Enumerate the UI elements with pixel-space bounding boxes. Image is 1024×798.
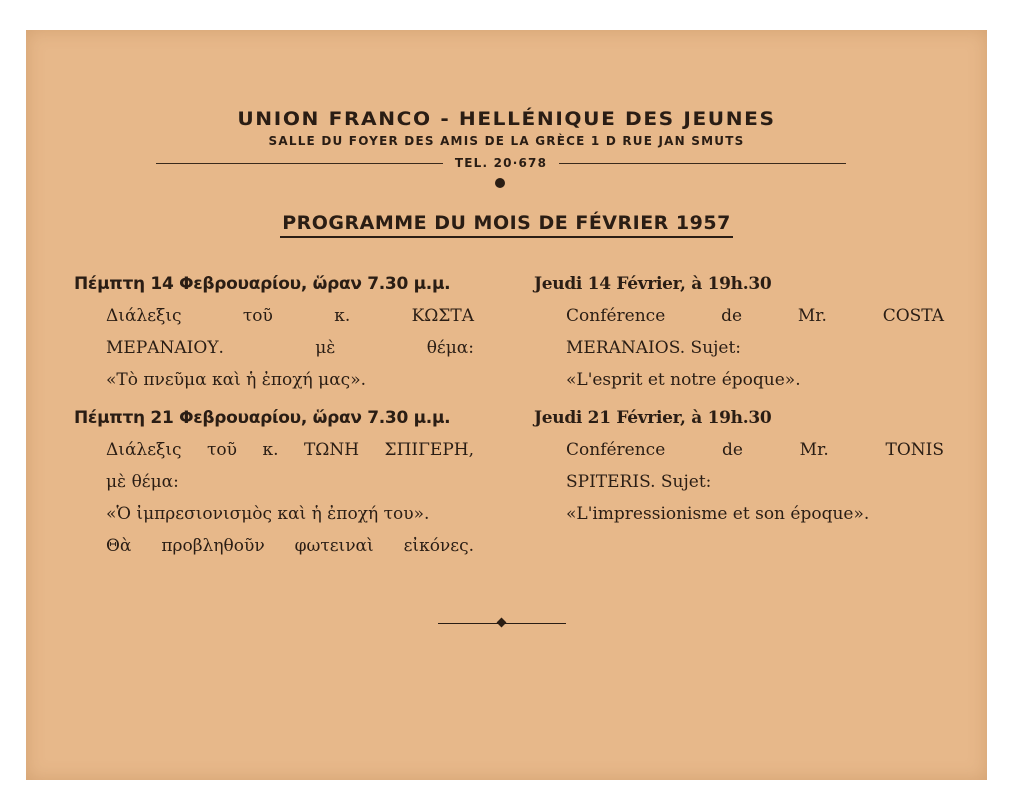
- header: [26, 108, 987, 149]
- greek-event: [74, 268, 474, 396]
- event-description: [534, 300, 944, 396]
- program-card: [26, 30, 987, 780]
- event-line: «L'impressionisme et son époque».: [566, 504, 870, 524]
- greek-column: [74, 268, 474, 568]
- event-date-time: Jeudi 14 Février, à 19h.30: [534, 274, 772, 294]
- event-line: Θὰ προβληθοῦν φωτειναὶ εἰκόνες.: [106, 536, 474, 556]
- event-line: MERANAIOS. Sujet:: [566, 338, 742, 358]
- event-description: [74, 434, 474, 562]
- closing-ornament: [497, 618, 507, 628]
- event-date-time: Πέμπτη 21 Φεβρουαρίου, ὥραν 7.30 μ.μ.: [74, 408, 451, 428]
- address-line: SALLE DU FOYER DES AMIS DE LA GRÈCE 1 D RUE JAN SMUTS: [268, 134, 745, 148]
- french-event: [534, 402, 944, 530]
- french-event: [534, 268, 944, 396]
- telephone: TEL. 20·678: [454, 156, 548, 170]
- ornament-dot: [495, 178, 505, 188]
- french-column: [534, 268, 944, 536]
- right-rule: [559, 163, 846, 164]
- telephone-row: [156, 154, 846, 172]
- organization-name: UNION FRANCO - HELLÉNIQUE DES JEUNES: [237, 108, 776, 130]
- event-line: «Τὸ πνεῦμα καὶ ἡ ἐποχή μας».: [106, 370, 366, 390]
- event-line: Conférence de Mr. TONIS: [566, 440, 944, 460]
- event-line: Διάλεξις τοῦ κ. ΚΩΣΤΑ: [106, 306, 474, 326]
- event-line: Conférence de Mr. COSTA: [566, 306, 944, 326]
- event-line: ΜΕΡΑΝΑΙΟΥ. μὲ θέμα:: [106, 338, 474, 358]
- program-title: PROGRAMME DU MOIS DE FÉVRIER 1957: [280, 212, 733, 238]
- event-line: «L'esprit et notre époque».: [566, 370, 801, 390]
- event-date-time: Jeudi 21 Février, à 19h.30: [534, 408, 772, 428]
- event-date-time: Πέμπτη 14 Φεβρουαρίου, ὥραν 7.30 μ.μ.: [74, 274, 451, 294]
- event-line: μὲ θέμα:: [106, 472, 179, 492]
- event-line: Διάλεξις τοῦ κ. ΤΩΝΗ ΣΠΙΓΕΡΗ,: [106, 440, 474, 460]
- event-line: «Ὁ ἰμπρεσιονισμὸς καὶ ἡ ἐποχή του».: [106, 504, 430, 524]
- event-description: [534, 434, 944, 530]
- greek-event: [74, 402, 474, 562]
- event-description: [74, 300, 474, 396]
- event-line: SPITERIS. Sujet:: [566, 472, 712, 492]
- left-rule: [156, 163, 443, 164]
- program-title-wrap: [26, 212, 987, 238]
